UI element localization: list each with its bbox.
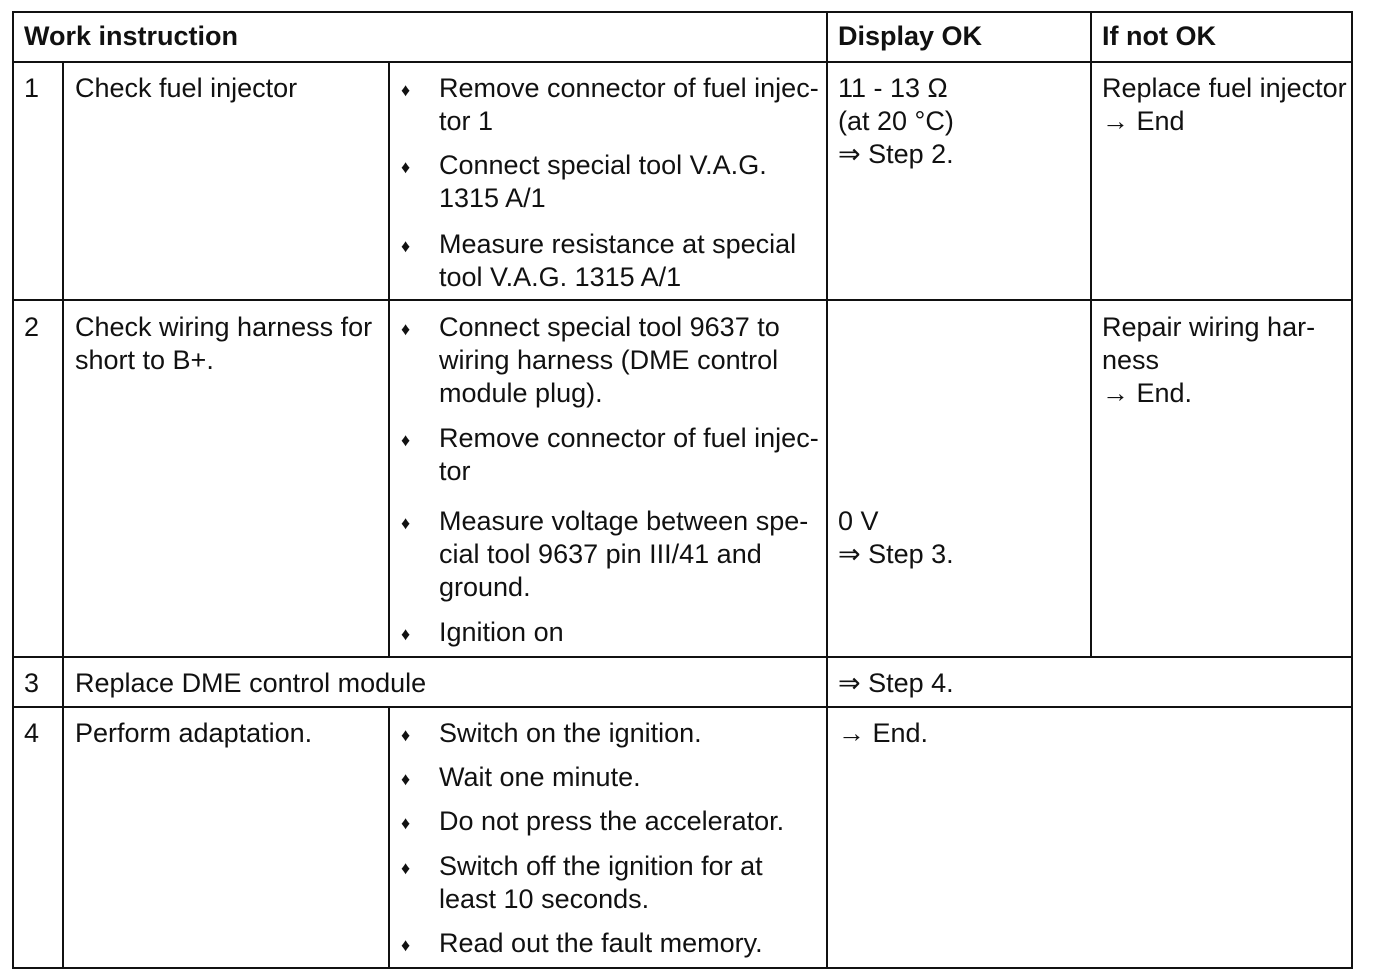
step-text: ground. [439, 572, 531, 602]
step-text: 1315 A/1 [439, 183, 546, 213]
task-label: Replace DME control module [75, 668, 427, 698]
step-text: least 10 seconds. [439, 884, 650, 914]
step-text: Connect special tool V.A.G. [439, 150, 767, 180]
row-number: 3 [24, 668, 40, 698]
row-number: 2 [24, 312, 40, 342]
if-not-ok-value: Repair wiring har- [1102, 312, 1316, 342]
step-text: cial tool 9637 pin III/41 and [439, 539, 762, 569]
col-divider [1090, 11, 1092, 658]
step-text: wiring harness (DME control [439, 345, 779, 375]
step-text: Do not press the accelerator. [439, 806, 785, 836]
step-text: Read out the fault memory. [439, 928, 763, 958]
step-text: tool V.A.G. 1315 A/1 [439, 262, 682, 292]
row-divider [12, 706, 1353, 708]
row-divider [12, 61, 1353, 63]
step-text: Wait one minute. [439, 762, 641, 792]
bullet-icon: ♦ [401, 236, 411, 256]
display-ok-value: → End. [838, 718, 929, 748]
bullet-icon: ♦ [401, 858, 411, 878]
bullet-icon: ♦ [401, 513, 411, 533]
step-text: Remove connector of fuel injec- [439, 73, 819, 103]
step-text: tor 1 [439, 106, 494, 136]
step-text: Ignition on [439, 617, 564, 647]
bullet-icon: ♦ [401, 935, 411, 955]
display-ok-value: 0 V [838, 506, 879, 536]
col-divider [388, 706, 390, 969]
bullet-icon: ♦ [401, 157, 411, 177]
header-display-ok: Display OK [838, 21, 983, 51]
header-if-not-ok: If not OK [1102, 21, 1216, 51]
display-ok-value: (at 20 °C) [838, 106, 954, 136]
step-text: Remove connector of fuel injec- [439, 423, 819, 453]
step-text: Switch on the ignition. [439, 718, 702, 748]
step-text: Measure voltage between spe- [439, 506, 809, 536]
step-text: Connect special tool 9637 to [439, 312, 780, 342]
if-not-ok-value: → End [1102, 106, 1185, 136]
row-divider [12, 299, 1353, 301]
bullet-icon: ♦ [401, 813, 411, 833]
if-not-ok-value: Replace fuel injector [1102, 73, 1347, 103]
task-label: Check wiring harness for [75, 312, 373, 342]
step-text: Switch off the ignition for at [439, 851, 763, 881]
bullet-icon: ♦ [401, 725, 411, 745]
bullet-icon: ♦ [401, 624, 411, 644]
task-label: short to B+. [75, 345, 214, 375]
bullet-icon: ♦ [401, 430, 411, 450]
task-label: Perform adaptation. [75, 718, 313, 748]
task-label: Check fuel injector [75, 73, 298, 103]
display-ok-value: ⇒ Step 4. [838, 668, 954, 698]
row-divider [12, 656, 1353, 658]
step-text: Measure resistance at special [439, 229, 797, 259]
display-ok-value: ⇒ Step 3. [838, 539, 954, 569]
row-number: 4 [24, 718, 40, 748]
bullet-icon: ♦ [401, 769, 411, 789]
col-divider [62, 61, 64, 969]
row-number: 1 [24, 73, 40, 103]
step-text: module plug). [439, 378, 603, 408]
bullet-icon: ♦ [401, 319, 411, 339]
display-ok-value: ⇒ Step 2. [838, 139, 954, 169]
bullet-icon: ♦ [401, 80, 411, 100]
if-not-ok-value: → End. [1102, 378, 1193, 408]
col-divider [388, 61, 390, 658]
header-work-instruction: Work instruction [24, 21, 239, 51]
col-divider [826, 11, 828, 969]
display-ok-value: 11 - 13 Ω [838, 73, 948, 103]
step-text: tor [439, 456, 471, 486]
if-not-ok-value: ness [1102, 345, 1160, 375]
